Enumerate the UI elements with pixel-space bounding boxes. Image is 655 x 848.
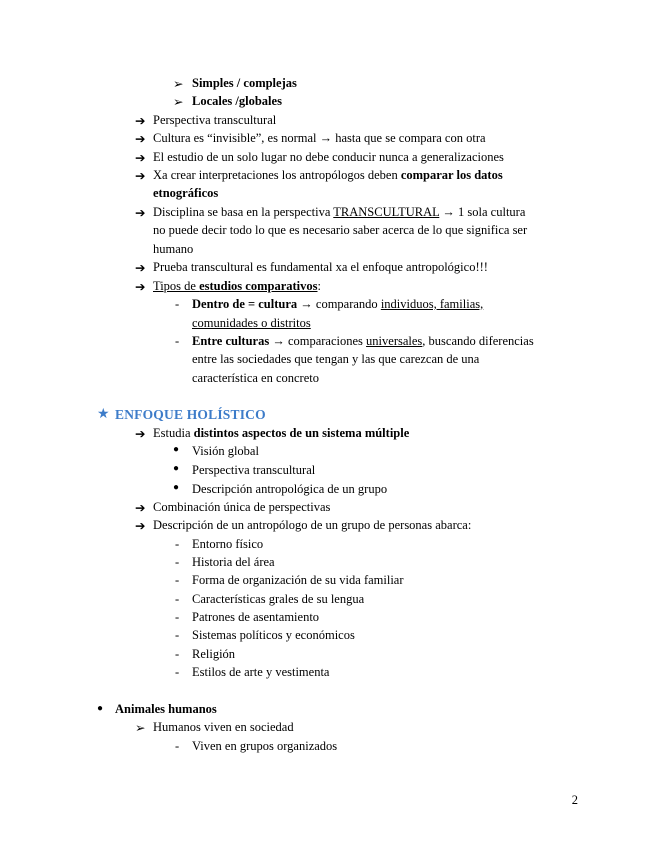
list-item — [153, 426, 409, 441]
dash-marker: - — [175, 628, 180, 642]
dash-marker: - — [175, 573, 180, 587]
dash-marker: - — [175, 647, 180, 661]
dash-marker: - — [175, 297, 180, 311]
list-item-continuation: característica en concreto — [192, 371, 319, 385]
list-item: Visión global — [192, 444, 259, 458]
star-icon: ★ — [97, 407, 110, 422]
arrowhead-marker: ➢ — [135, 721, 146, 735]
underlined-text: Tipos de — [153, 279, 200, 293]
list-item: Descripción de un antropólogo de un grupo de personas abarca: — [153, 518, 472, 532]
bold-text: Entre culturas — [192, 334, 270, 348]
list-item: Combinación única de perspectivas — [153, 500, 331, 514]
list-item: Historia del área — [192, 555, 275, 569]
section-heading: ENFOQUE HOLÍSTICO — [115, 407, 266, 422]
arrowhead-marker: ➢ — [173, 95, 184, 109]
dash-marker: - — [175, 537, 180, 551]
dash-marker: - — [175, 610, 180, 624]
list-item: El estudio de un solo lugar no debe conducir nunca a generalizaciones — [153, 150, 504, 164]
arrow-marker: ➔ — [135, 280, 146, 294]
bullet-icon: ● — [97, 703, 104, 714]
bullet-icon: ● — [173, 482, 180, 493]
bold-underlined-text: estudios comparativos — [199, 279, 318, 293]
list-item — [153, 205, 525, 220]
list-item — [153, 168, 503, 183]
page-number: 2 — [571, 793, 578, 807]
list-item: Locales /globales — [192, 94, 282, 108]
bold-text: comparar los datos — [400, 168, 503, 182]
bold-text: Dentro de = cultura — [192, 297, 298, 311]
list-item: Sistemas políticos y económicos — [192, 628, 355, 642]
arrow-marker: ➔ — [135, 261, 146, 275]
list-item: Perspectiva transcultural — [153, 113, 277, 127]
list-item: Cultura es “invisible”, es normal → hasta que se compara con otra — [153, 131, 486, 145]
arrow-marker: ➔ — [135, 519, 146, 533]
arrow-marker: ➔ — [135, 114, 146, 128]
text-run: → 1 sola cultura — [439, 205, 526, 219]
arrow-marker: ➔ — [135, 169, 146, 183]
arrowhead-marker: ➢ — [173, 77, 184, 91]
dash-marker: - — [175, 739, 180, 753]
list-item-continuation: etnográficos — [153, 186, 219, 200]
arrow-marker: ➔ — [135, 501, 146, 515]
arrow-marker: ➔ — [135, 206, 146, 220]
list-item: Descripción antropológica de un grupo — [192, 482, 388, 496]
dash-marker: - — [175, 665, 180, 679]
list-item: Características grales de su lengua — [192, 592, 365, 606]
arrow-marker: ➔ — [135, 427, 146, 441]
dash-marker: - — [175, 555, 180, 569]
text-run: → comparando — [297, 297, 381, 311]
list-item: Patrones de asentamiento — [192, 610, 320, 624]
text-run: , buscando diferencias — [422, 334, 534, 348]
text-run: Xa crear interpretaciones los antropólogos deben — [153, 168, 401, 182]
list-item-continuation: humano — [153, 242, 194, 256]
underlined-text: universales — [366, 334, 423, 348]
text-run: : — [317, 279, 321, 293]
list-item-continuation: comunidades o distritos — [192, 316, 311, 330]
text-run: → comparaciones — [269, 334, 367, 348]
bullet-icon: ● — [173, 463, 180, 474]
text-run: Estudia — [153, 426, 194, 440]
underlined-text: individuos, familias, — [380, 297, 484, 311]
bold-text: distintos aspectos de un sistema múltiple — [193, 426, 410, 440]
bullet-icon: ● — [173, 444, 180, 455]
list-item: Perspectiva transcultural — [192, 463, 316, 477]
list-item: Viven en grupos organizados — [192, 739, 338, 753]
list-item: Animales humanos — [115, 702, 217, 716]
list-item: Forma de organización de su vida familiar — [192, 573, 404, 587]
dash-marker: - — [175, 592, 180, 606]
list-item: Estilos de arte y vestimenta — [192, 665, 330, 679]
underlined-text: TRANSCULTURAL — [333, 205, 440, 219]
list-item — [192, 297, 483, 312]
dash-marker: - — [175, 334, 180, 348]
list-item: Prueba transcultural es fundamental xa el enfoque antropológico!!! — [153, 260, 488, 274]
list-item — [153, 279, 321, 294]
list-item-continuation: no puede decir todo lo que es necesario saber acerca de lo que significa ser — [153, 223, 528, 237]
list-item: Entorno físico — [192, 537, 264, 551]
text-run: Disciplina se basa en la perspectiva — [153, 205, 334, 219]
list-item — [192, 334, 534, 349]
list-item: Simples / complejas — [192, 76, 297, 90]
list-item: Religión — [192, 647, 236, 661]
list-item-continuation: entre las sociedades que tengan y las que carezcan de una — [192, 352, 480, 366]
arrow-marker: ➔ — [135, 132, 146, 146]
arrow-marker: ➔ — [135, 151, 146, 165]
list-item: Humanos viven en sociedad — [153, 720, 294, 734]
